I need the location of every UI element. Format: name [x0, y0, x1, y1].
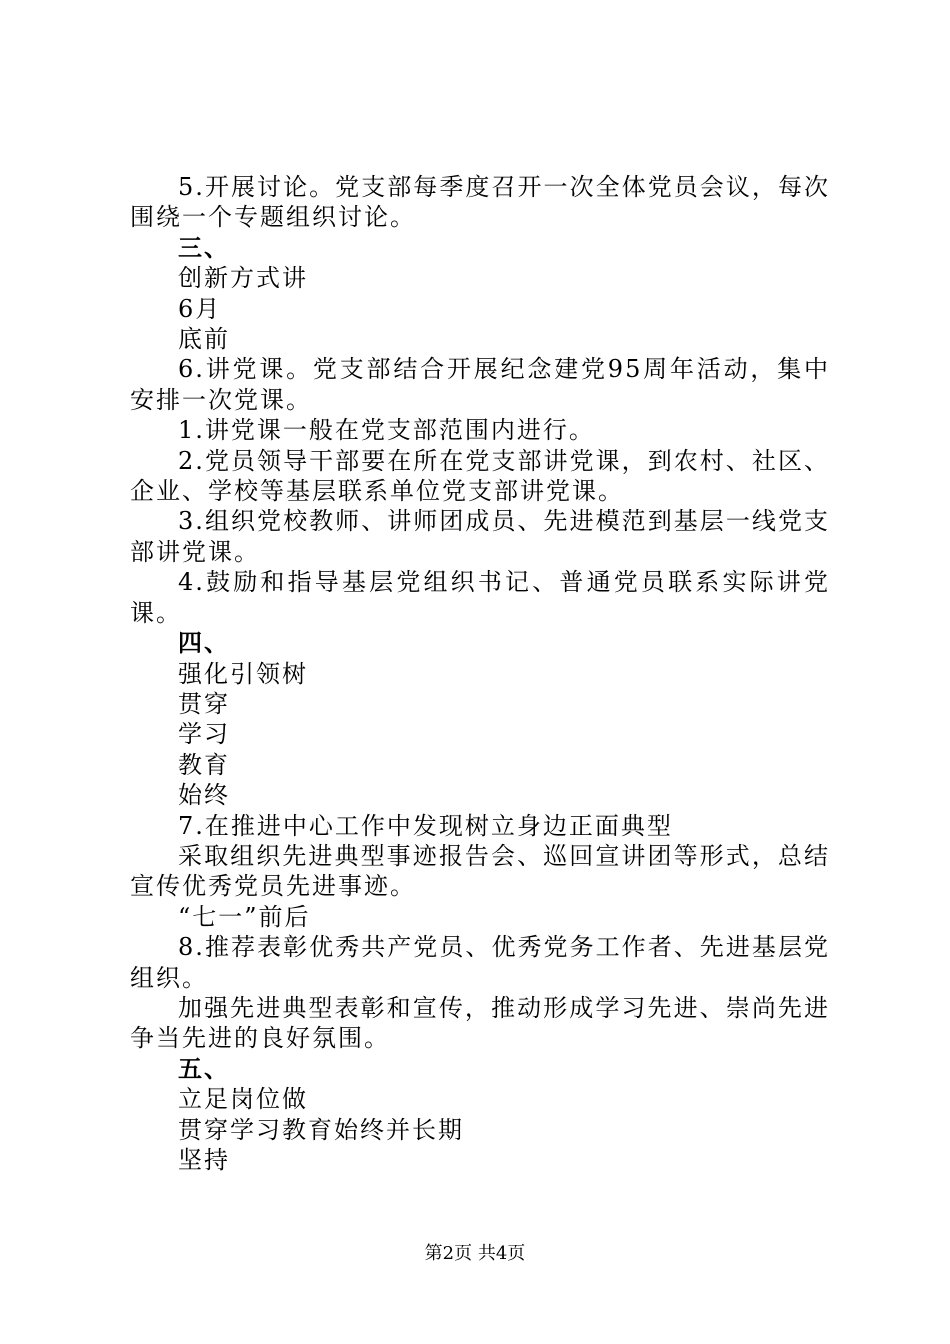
paragraph-discussion: 5.开展讨论。党支部每季度召开一次全体党员会议，每次围绕一个专题组织讨论。 [130, 173, 830, 232]
section-heading-four: 四、 [178, 628, 230, 658]
page-number-label: 第2页 共4页 [424, 1243, 526, 1264]
paragraph-line: 贯穿学习教育始终并长期 [178, 1115, 464, 1144]
paragraph-item-7: 7.在推进中心工作中发现树立身边正面典型 [178, 811, 673, 840]
paragraph-july-first: “七一”前后 [178, 902, 311, 931]
paragraph-line: 学习 [178, 720, 230, 749]
paragraph-item-8: 8.推荐表彰优秀共产党员、优秀党务工作者、先进基层党组织。 [130, 933, 830, 992]
paragraph-line: 坚持 [178, 1146, 230, 1174]
paragraph-line: 6月 [178, 294, 222, 323]
paragraph-line: 底前 [178, 325, 230, 354]
paragraph-line: 始终 [178, 781, 230, 810]
document-body [130, 172, 830, 1175]
paragraph-line: 教育 [178, 750, 230, 779]
paragraph-line: 贯穿 [178, 689, 230, 718]
paragraph-party-lecture: 6.讲党课。党支部结合开展纪念建党95周年活动，集中安排一次党课。 [130, 355, 830, 414]
paragraph-item-2: 2.党员领导干部要在所在党支部讲党课，到农村、社区、企业、学校等基层联系单位党支部讲党课。 [130, 446, 830, 506]
paragraph-item-1: 1.讲党课一般在党支部范围内进行。 [178, 416, 595, 445]
paragraph-item-3: 3.组织党校教师、讲师团成员、先进模范到基层一线党支部讲党课。 [130, 507, 830, 566]
paragraph-line: 立足岗位做 [178, 1085, 308, 1114]
section-heading-five: 五、 [178, 1053, 230, 1083]
paragraph-report-meetings: 采取组织先进典型事迹报告会、巡回宣讲团等形式，总结宣传优秀党员先进事迹。 [130, 841, 830, 901]
paragraph-item-4: 4.鼓励和指导基层党组织书记、普通党员联系实际讲党课。 [130, 568, 830, 627]
paragraph-commendation: 加强先进典型表彰和宣传，推动形成学习先进、崇尚先进争当先进的良好氛围。 [130, 993, 830, 1053]
paragraph-line: 强化引领树 [178, 659, 308, 688]
section-heading-three: 三、 [178, 232, 230, 262]
page-footer [0, 1243, 950, 1265]
paragraph-line: 创新方式讲 [178, 264, 308, 293]
